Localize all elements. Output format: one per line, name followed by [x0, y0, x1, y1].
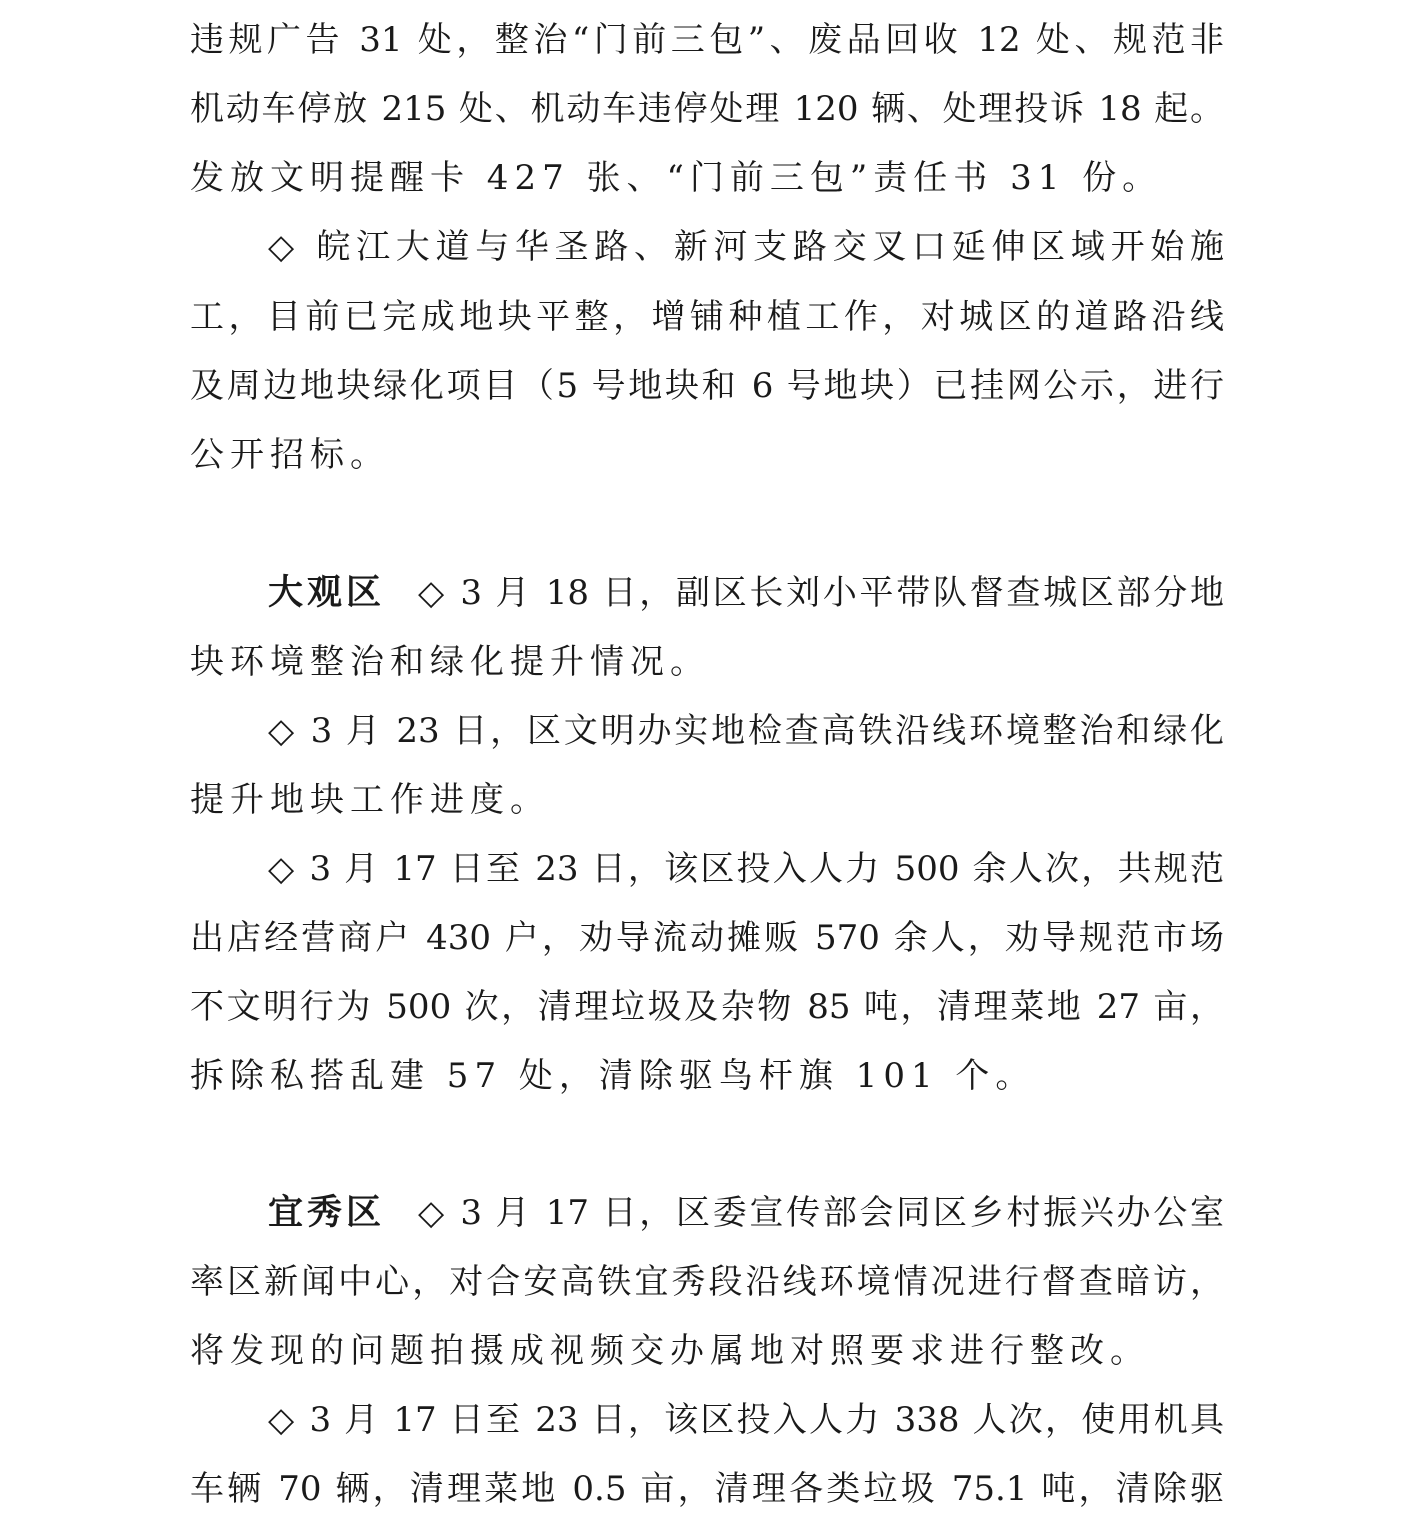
paragraph-line: 将发现的问题拍摄成视频交办属地对照要求进行整改。 [190, 1331, 1150, 1371]
paragraph-line: 违规广告 31 处，整治“门前三包”、废品回收 12 处、规范非 [190, 20, 1224, 60]
paragraph-line: 出店经营商户 430 户，劝导流动摊贩 570 余人，劝导规范市场 [190, 918, 1224, 958]
paragraph-line: 机动车停放 215 处、机动车违停处理 120 辆、处理投诉 18 起。 [190, 89, 1224, 129]
paragraph-line: 及周边地块绿化项目（5 号地块和 6 号地块）已挂网公示，进行 [190, 366, 1224, 406]
paragraph-line: 率区新闻中心，对合安高铁宜秀段沿线环境情况进行督查暗访， [190, 1262, 1224, 1302]
paragraph-line: 公开招标。 [190, 435, 390, 475]
bullet-item-line: ◇ 3 月 23 日，区文明办实地检查高铁沿线环境整治和绿化 [268, 711, 1224, 751]
paragraph-line: 拆除私搭乱建 57 处，清除驱鸟杆旗 101 个。 [190, 1056, 1036, 1096]
section-heading-daguan: 大观区 [268, 572, 386, 613]
paragraph-line: 不文明行为 500 次，清理垃圾及杂物 85 吨，清理菜地 27 亩， [190, 987, 1224, 1027]
bullet-item-line: ◇ 3 月 17 日，区委宣传部会同区乡村振兴办公室 [418, 1193, 1224, 1233]
bullet-item-line: ◇ 3 月 18 日，副区长刘小平带队督查城区部分地 [418, 573, 1224, 613]
bullet-item-line: ◇ 皖江大道与华圣路、新河支路交叉口延伸区域开始施 [268, 227, 1224, 267]
bullet-item-line: ◇ 3 月 17 日至 23 日，该区投入人力 500 余人次，共规范 [268, 849, 1224, 889]
paragraph-line: 车辆 70 辆，清理菜地 0.5 亩，清理各类垃圾 75.1 吨，清除驱 [190, 1469, 1224, 1509]
paragraph-line: 块环境整治和绿化提升情况。 [190, 642, 710, 682]
paragraph-line: 工，目前已完成地块平整，增铺种植工作，对城区的道路沿线 [190, 297, 1224, 337]
paragraph-line: 发放文明提醒卡 427 张、“门前三包”责任书 31 份。 [190, 158, 1163, 198]
bullet-item-line: ◇ 3 月 17 日至 23 日，该区投入人力 338 人次，使用机具 [268, 1400, 1224, 1440]
paragraph-line: 提升地块工作进度。 [190, 780, 550, 820]
section-heading-yixiu: 宜秀区 [268, 1192, 386, 1233]
